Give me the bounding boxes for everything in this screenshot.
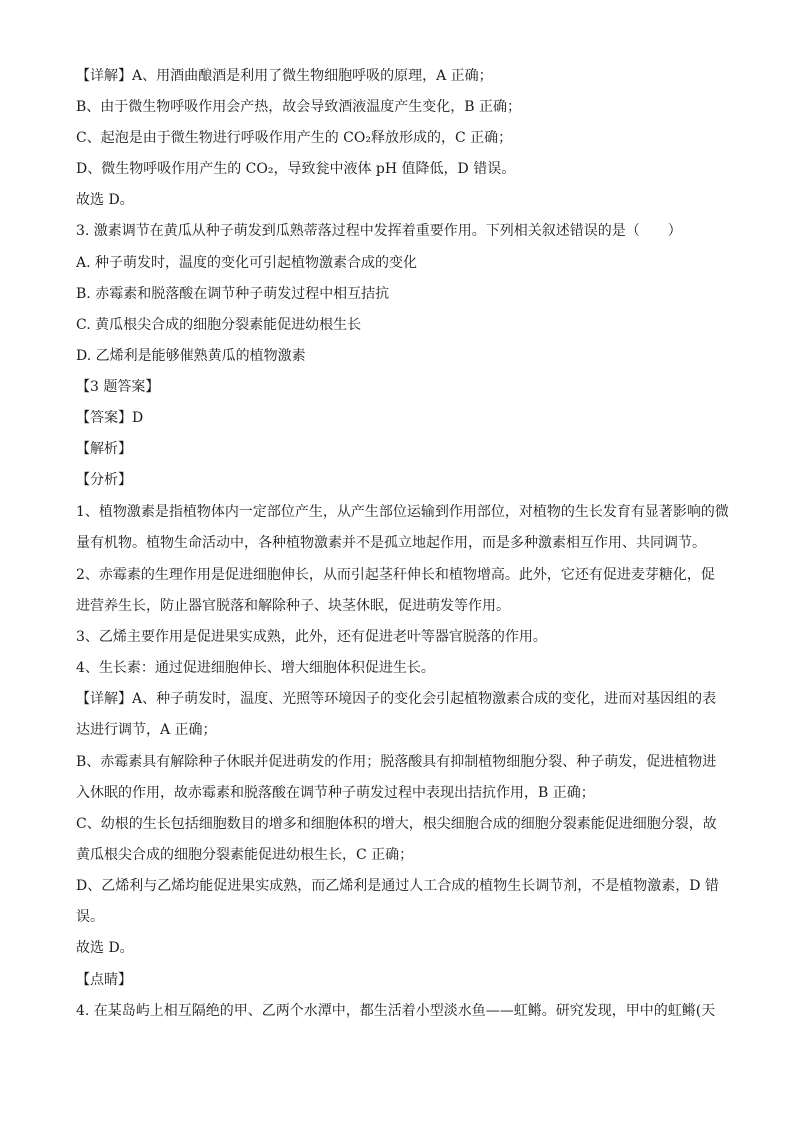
analysis-point-4: 4、生长素：通过促进细胞伸长、增大细胞体积促进生长。 [76,660,435,676]
question-4-stem: 4. 在某岛屿上相互隔绝的甲、乙两个水潭中，都生活着小型淡水鱼——虹鳉。研究发现，甲中的虹鳉(天 [76,1003,716,1019]
q3-detail-d-line1: D、乙烯利与乙烯均能促进果实成熟，而乙烯利是通过人工合成的植物生长调节剂，不是植物激素，D 错 [76,878,719,894]
q3-final-choice: 故选 D。 [76,940,134,956]
q3-detail-a-line2: 达进行调节，A 正确； [76,722,217,738]
detail-intro-a: 【详解】A、用酒曲酿酒是利用了微生物细胞呼吸的原理，A 正确； [76,68,493,84]
detail-b: B、由于微生物呼吸作用会产热，故会导致酒液温度产生变化，B 正确； [76,99,522,115]
q3-detail-a-line1: 【详解】A、种子萌发时，温度、光照等环境因子的变化会引起植物激素合成的变化，进而对基因组的表 [76,691,717,707]
q3-option-d: D. 乙烯利是能够催熟黄瓜的植物激素 [76,348,306,364]
analysis-point-1-line2: 量有机物。植物生命活动中，各种植物激素并不是孤立地起作用，而是多种激素相互作用、共同调节。 [76,535,706,551]
analysis-point-3: 3、乙烯主要作用是促进果实成熟，此外，还有促进老叶等器官脱落的作用。 [76,629,547,645]
analysis-point-2-line1: 2、赤霉素的生理作用是促进细胞伸长，从而引起茎秆伸长和植物增高。此外，它还有促进麦芽糖化，促 [76,567,715,583]
q3-fenxi-heading: 【分析】 [76,472,132,488]
detail-d: D、微生物呼吸作用产生的 CO₂，导致瓮中液体 pH 值降低，D 错误。 [76,161,516,177]
answer-choice-q2: 故选 D。 [76,192,134,208]
q3-detail-c-line1: C、幼根的生长包括细胞数目的增多和细胞体积的增大，根尖细胞合成的细胞分裂素能促进细胞分裂，故 [76,816,717,832]
q3-detail-d-line2: 误。 [76,909,104,925]
q3-detail-b-line2: 入休眠的作用，故赤霉素和脱落酸在调节种子萌发过程中表现出拮抗作用，B 正确； [76,785,595,801]
q3-answer-heading: 【3 题答案】 [76,379,160,395]
detail-c: C、起泡是由于微生物进行呼吸作用产生的 CO₂释放形成的，C 正确； [76,130,513,146]
q3-option-c: C. 黄瓜根尖合成的细胞分裂素能促进幼根生长 [76,317,362,333]
q3-detail-c-line2: 黄瓜根尖合成的细胞分裂素能促进幼根生长，C 正确； [76,847,414,863]
analysis-point-2-line2: 进营养生长，防止器官脱落和解除种子、块茎休眠，促进萌发等作用。 [76,598,510,614]
analysis-point-1-line1: 1、植物激素是指植物体内一定部位产生，从产生部位运输到作用部位，对植物的生长发育有显著影响的微 [76,504,729,520]
question-3-stem: 3. 激素调节在黄瓜从种子萌发到瓜熟蒂落过程中发挥着重要作用。下列相关叙述错误的是（ ） [76,223,682,239]
q3-answer: 【答案】D [76,410,144,426]
q3-comment-heading: 【点睛】 [76,972,132,988]
q3-option-a: A. 种子萌发时，温度的变化可引起植物激素合成的变化 [76,255,418,271]
q3-analysis-heading: 【解析】 [76,441,132,457]
q3-option-b: B. 赤霉素和脱落酸在调节种子萌发过程中相互拮抗 [76,286,390,302]
q3-detail-b-line1: B、赤霉素具有解除种子休眠并促进萌发的作用；脱落酸具有抑制植物细胞分裂、种子萌发，促进植物进 [76,754,717,770]
